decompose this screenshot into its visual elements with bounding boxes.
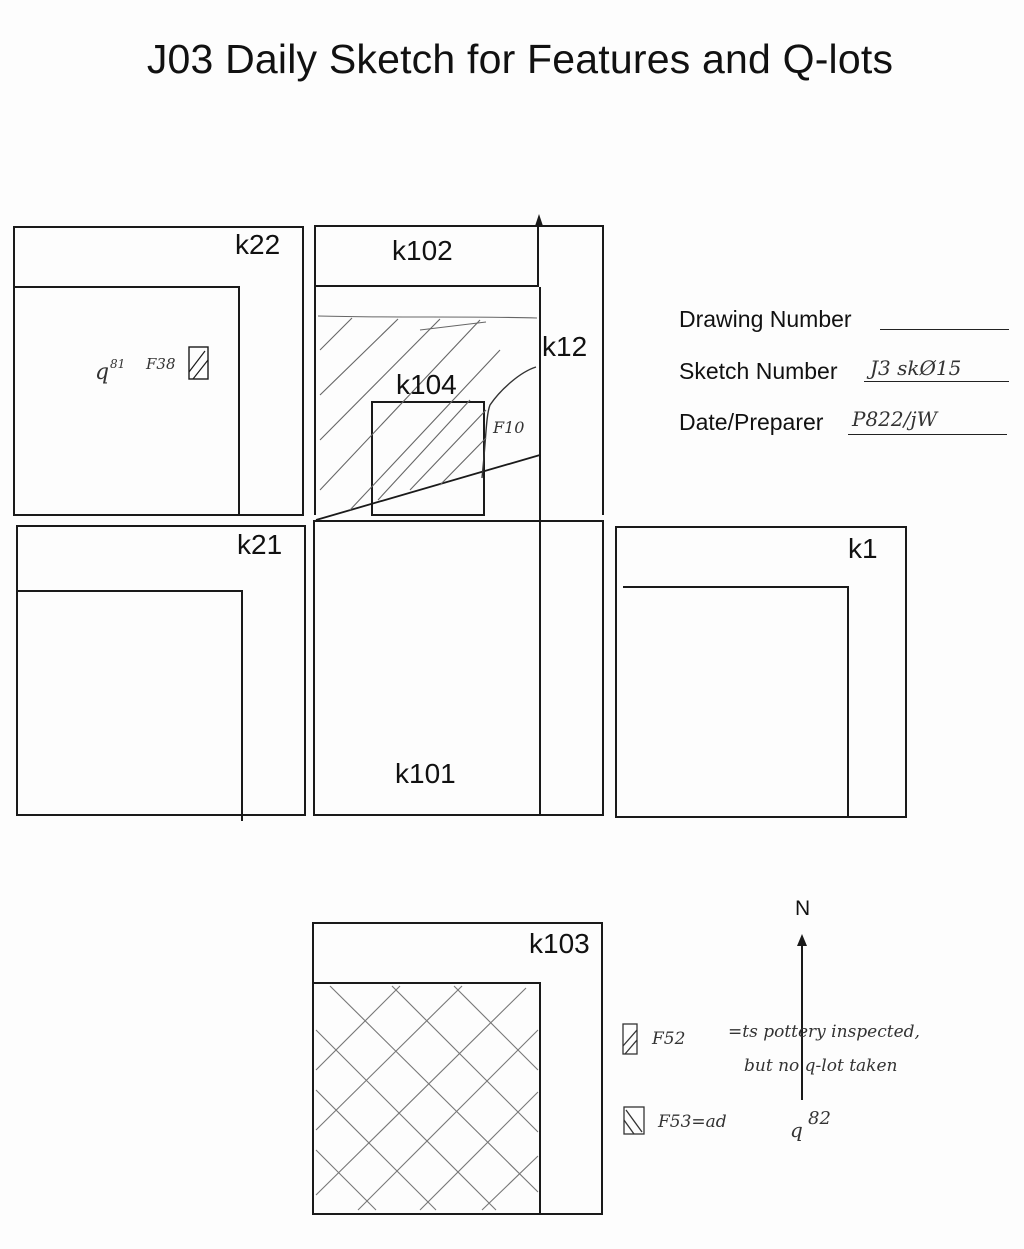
sketch-number-line — [864, 381, 1009, 382]
hatching-k103 — [316, 986, 538, 1210]
unit-k103-inner — [313, 983, 540, 1214]
north-label: N — [795, 897, 811, 920]
section-line — [316, 455, 540, 520]
unit-label-k12: k12 — [542, 331, 588, 362]
k22-feature-label: F38 — [146, 355, 176, 373]
sketch-number-label: Sketch Number — [679, 358, 838, 384]
k104-feature-label: F10 — [493, 418, 525, 437]
legend-f53-label: F53=ad — [658, 1112, 727, 1132]
legend-f52-note-2: but no q-lot taken — [744, 1056, 898, 1076]
k22-q-letter: q — [95, 360, 110, 385]
unit-label-k101: k101 — [395, 758, 456, 789]
unit-label-k22: k22 — [235, 229, 281, 260]
unit-k12-outer — [538, 226, 603, 515]
unit-label-k102: k102 — [392, 235, 453, 266]
unit-label-k21: k21 — [237, 529, 283, 560]
sheet-title: J03 Daily Sketch for Features and Q-lots — [146, 36, 894, 82]
date-preparer-value: P822/jW — [852, 407, 938, 431]
unit-k1-outer — [616, 527, 906, 817]
unit-k103-outer — [313, 923, 602, 1214]
unit-k22-inner — [14, 287, 239, 515]
k22-q-number: 81 — [110, 357, 126, 371]
legend-f52-square — [623, 1024, 637, 1054]
legend-q82-letter: q — [790, 1118, 803, 1142]
unit-label-k103: k103 — [529, 928, 590, 959]
drawing-number-label: Drawing Number — [679, 306, 852, 332]
unit-k101-outer — [314, 521, 603, 815]
legend-f52-label: F52 — [652, 1029, 686, 1049]
legend-q82-number: 82 — [808, 1108, 831, 1129]
date-preparer-line — [848, 434, 1007, 435]
unit-k21-inner — [17, 591, 242, 821]
hatching-k101 — [318, 316, 537, 510]
unit-label-k1: k1 — [848, 533, 878, 564]
unit-k21-outer — [17, 526, 305, 815]
unit-k1-inner — [623, 587, 848, 817]
legend-f52-note-1: =ts pottery inspected, — [728, 1022, 920, 1042]
unit-label-k104: k104 — [396, 369, 457, 400]
date-preparer-label: Date/Preparer — [679, 409, 824, 435]
drawing-number-line — [880, 329, 1009, 330]
sketch-number-value: J3 skØ15 — [870, 356, 962, 380]
